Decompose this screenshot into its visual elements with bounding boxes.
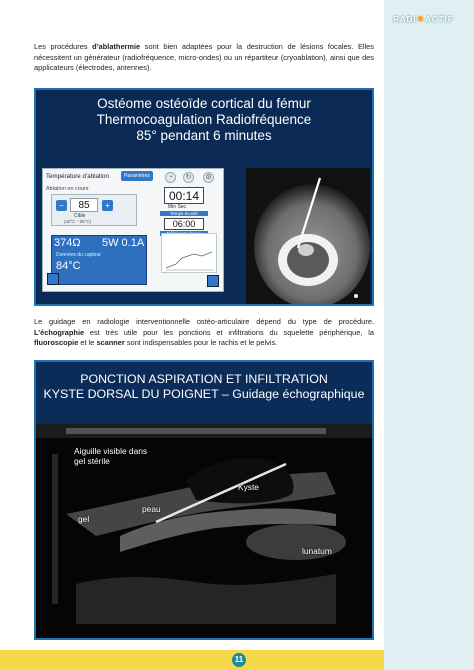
minus-icon: −: [56, 200, 67, 211]
ultrasound-image: [36, 424, 372, 638]
slide2-title: PONCTION ASPIRATION ET INFILTRATION KYSTE DORSAL DU POIGNET – Guidage échographique: [43, 372, 365, 401]
home-icon: [47, 273, 59, 285]
page-number: 11: [232, 653, 246, 667]
label-gel: gel: [78, 514, 90, 524]
paragraph-guidage: Le guidage en radiologie interventionnelle ostéo-articulaire dépend du type de procédure. L’échographie est très utile pour les ponctions et infiltrations du squelette périphérique, la fluoroscopie et le scanner sont indispensables pour le rachis et le pelvis.: [34, 317, 374, 348]
label-lunatum: lunatum: [302, 546, 332, 556]
impedance-value: 374Ω: [54, 237, 81, 249]
power-value: 5W 0.1A: [102, 237, 145, 249]
trend-graph: [161, 233, 217, 273]
sensor-label: Données du capteur: [56, 252, 102, 258]
label-peau: peau: [142, 504, 161, 514]
parameters-button: Paramètres: [121, 171, 153, 181]
device-header: Température d’ablation: [46, 173, 109, 180]
timer-units: Min Sec: [168, 204, 187, 210]
temperature-value: 84°C: [56, 260, 81, 272]
range-label: (40°C - 95°C): [64, 219, 92, 224]
label-needle: Aiguille visible dans gel stérile: [74, 446, 148, 466]
footer-bar: [0, 650, 384, 670]
star-icon: ✹: [416, 14, 426, 24]
slide-osteome: [34, 88, 374, 306]
plus-icon: +: [102, 200, 113, 211]
settings-icon: ⚙: [203, 172, 214, 183]
target-time: 06:00: [164, 218, 204, 230]
rf-generator-screen: [42, 168, 224, 292]
dial-icon: ◔: [165, 172, 176, 183]
graph-icon: [207, 275, 219, 287]
brand-logo: RADI✹ACTIF: [393, 14, 454, 24]
elapsed-label: Temps écoulé: [160, 211, 208, 216]
status-text: Ablation en cours: [46, 186, 89, 192]
label-kyste: Kyste: [238, 482, 259, 492]
right-sidebar: [384, 0, 474, 670]
timer-value: 00:14: [164, 187, 204, 204]
setpoint-value: 85: [70, 198, 98, 212]
refresh-icon: ↻: [183, 172, 194, 183]
sensor-panel: [51, 235, 147, 285]
slide1-title: Ostéome ostéoïde cortical du fémur Thermocoagulation Radiofréquence 85° pendant 6 minutes: [96, 96, 312, 143]
ct-scan-image: [246, 168, 370, 304]
paragraph-ablathermie: Les procédures d’ablathermie sont bien adaptées pour la destruction de lésions focales. Elles nécessitent un générateur (radiofréquence, micro-ondes) ou un répartiteur (cryoablation), ainsi que des applicateurs (électrodes, antennes).: [34, 42, 374, 73]
target-label: Cible: [74, 213, 86, 219]
timer-panel: [160, 187, 216, 227]
slide-ponction: [34, 360, 374, 640]
temperature-setpoint: [51, 194, 137, 226]
